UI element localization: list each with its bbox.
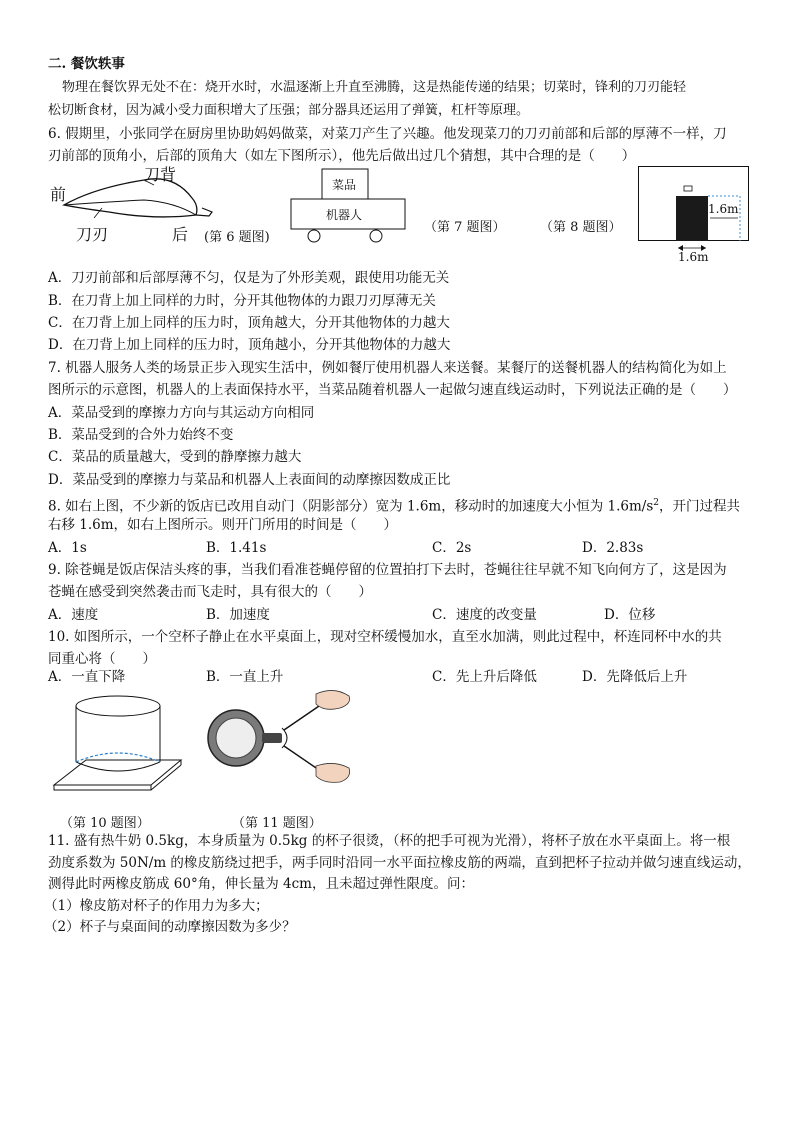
knife-rear-label: 后 [172,225,189,244]
q6-stem-line2: 刃前部的顶角小，后部的顶角大（如左下图所示），他先后做出过几个猜想，其中合理的是（ ） [48,148,636,164]
q11-stem-line1: 11. 盛有热牛奶 0.5kg，本身质量为 0.5kg 的杯子很烫，（杯的把手可视为光滑），将杯子放在水平桌面上。将一根 [48,833,731,849]
robot-dish-label: 菜品 [332,178,357,192]
q10-stem-line1: 10. 如图所示，一个空杯子静止在水平桌面上，现对空杯缓慢加水，直至水加满，则此过程中，杯连同杯中水的共 [48,629,722,645]
q10-option-a: A．一直下降 [48,669,126,685]
q10-option-b: B．一直上升 [206,669,284,685]
fig11-caption: （第 11 题图） [232,816,322,831]
q9-option-a: A．速度 [48,607,99,623]
q6-option-a: A．刀刃前部和后部厚薄不匀，仅是为了外形美观，跟使用功能无关 [48,270,450,286]
cup-figure [46,690,186,805]
q9-option-b: B．加速度 [206,607,270,623]
q10-stem-line2: 同重心将（ ） [48,651,156,667]
fig7-caption: （第 7 题图） [424,220,506,235]
q6-stem-line1: 6. 假期里，小张同学在厨房里协助妈妈做菜，对菜刀产生了兴趣。他发现菜刀的刀刃前部和后部的厚薄不一样，刀 [48,126,727,142]
q7-option-d: D．菜品受到的摩擦力与菜品和机器人上表面间的动摩擦因数成正比 [48,472,451,488]
q7-option-a: A．菜品受到的摩擦力方向与其运动方向相同 [48,405,315,421]
q11-stem-line2: 劲度系数为 50N/m 的橡皮筋绕过把手，两手同时沿同一水平面拉橡皮筋的两端，直到把杯子拉动并做匀速直线运动， [48,855,751,871]
pan-diagram [204,686,354,806]
knife-back-label: 刀背 [144,165,177,184]
q8-option-a: A．1s [48,540,87,556]
q10-option-d: D．先降低后上升 [582,669,688,685]
fig6-caption: (第 6 题图) [204,230,270,245]
q9-option-d: D．位移 [604,607,656,623]
q9-stem-line1: 9. 除苍蝇是饭店保洁头疼的事，当我们看准苍蝇停留的位置拍打下去时，苍蝇往往早就不知飞向何方了，这是因为 [48,562,727,578]
q8-stem-line2: 右移 1.6m，如右上图所示。则开门所用的时间是（ ） [48,517,398,533]
q7-option-c: C．菜品的质量越大，受到的静摩擦力越大 [48,449,302,465]
door-figure [638,166,750,266]
q8-option-d: D．2.83s [582,540,644,556]
q8-option-b: B．1.41s [206,540,267,556]
q8-option-c: C．2s [432,540,472,556]
q8-stem-sup: 2 [653,498,660,508]
q7-stem-line1: 7. 机器人服务人类的场景正步入现实生活中，例如餐厅使用机器人来送餐。某餐厅的送餐机器人的结构简化为如上 [48,360,727,376]
section-title: 二. 餐饮轶事 [48,56,125,72]
pan-figure [204,686,354,806]
q7-option-b: B．菜品受到的合外力始终不变 [48,427,234,443]
q6-option-d: D．在刀背上加上同样的压力时，顶角越小，分开其他物体的力越大 [48,337,451,353]
knife-front-label: 前 [50,185,67,204]
q9-option-c: C．速度的改变量 [432,607,537,623]
door-width-label: 1.6m [678,250,709,264]
q8-stem-text-a: 8. 如右上图，不少新的饭店已改用自动门（阴影部分）宽为 1.6m，移动时的加速度大小恒为 1.6m/s [48,498,654,515]
q7-stem-line2: 图所示的示意图，机器人的上表面保持水平，当菜品随着机器人一起做匀速直线运动时，下列说法正确的是（ ） [48,382,737,398]
fig8-caption: （第 8 题图） [540,220,622,235]
q8-stem-line1 [48,493,740,517]
section-intro-line2: 松切断食材，因为减小受力面积增大了压强；部分器具还运用了弹簧，杠杆等原理。 [48,103,530,118]
robot-figure [286,168,410,248]
knife-edge-label: 刀刃 [76,225,109,244]
q6-option-c: C．在刀背上加上同样的压力时，顶角越大，分开其他物体的力越大 [48,315,450,331]
q9-stem-line2: 苍蝇在感受到突然袭击而飞走时，具有很大的（ ） [48,584,372,600]
q11-stem-line3: 测得此时两橡皮筋成 60°角，伸长量为 4cm，且未超过弹性限度。问： [48,876,474,892]
fig10-caption: （第 10 题图） [60,816,150,831]
q10-option-c: C．先上升后降低 [432,669,537,685]
section-intro-line1: 物理在餐饮界无处不在：烧开水时，水温逐渐上升直至沸腾，这是热能传递的结果；切菜时，锋利的刀刃能轻 [62,80,687,95]
q11-sub-question-2: （2）杯子与桌面间的动摩擦因数为多少？ [44,919,296,935]
q8-stem-text-b: ，开门过程共 [659,498,741,515]
cup-diagram [46,690,186,805]
door-height-label: 1.6m [708,202,739,216]
robot-body-label: 机器人 [326,208,363,222]
q11-sub-question-1: （1）橡皮筋对杯子的作用力为多大； [44,898,269,914]
q6-option-b: B．在刀背上加上同样的力时，分开其他物体的力跟刀刃厚薄无关 [48,293,436,309]
